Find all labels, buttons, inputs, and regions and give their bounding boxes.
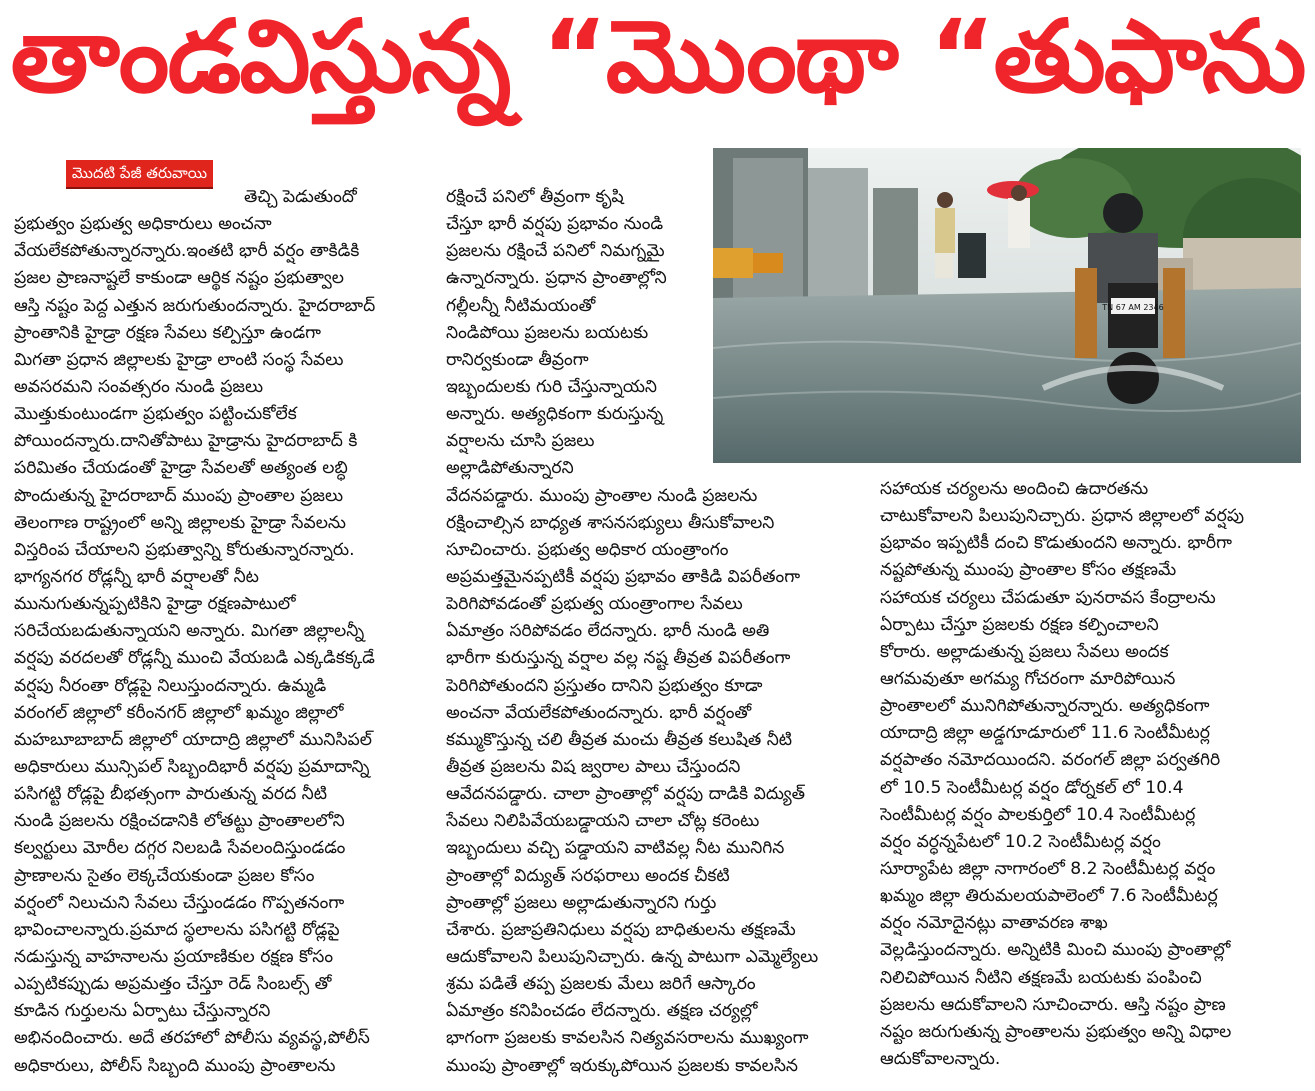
article-line: వర్షంలో నిలుచుని సేవలు చేస్తుండడం గొప్పతనంగా (14, 892, 345, 913)
article-line: భాగ్యనగర రోడ్లన్నీ భారీ వర్షాలతో నీట (14, 566, 259, 587)
article-column-3 (880, 476, 1305, 1073)
article-line: వరంగల్ జిల్లాలో కరీంనగర్ జిల్లాలో ఖమ్మం జిల్లాలో (14, 702, 344, 723)
article-line: ప్రాంతాల్లో ప్రజలు అల్లాడుతున్నారని గుర్తు (446, 892, 717, 913)
article-line: ప్రాంతాలలో మునిగిపోతున్నారన్నారు. అత్యధికంగా (880, 696, 1210, 717)
article-line: అంచనా వేయలేకపోతుందన్నారు. భారీ వర్షంతో (446, 702, 752, 723)
continued-tag: మొదటి పేజీ తరువాయి (66, 160, 213, 189)
article-line: అన్నారు. అత్యధికంగా కురుస్తున్న (446, 404, 664, 425)
article-line: కూడిన గుర్తులను ఏర్పాటు చేస్తున్నారని (14, 1001, 271, 1022)
flood-scene-illustration (713, 148, 1301, 463)
article-line: ఇబ్బందులు వచ్చి పడ్డాయని వాటివల్ల నీట మునిగిన (446, 838, 785, 859)
article-line: వర్షం నమోదైనట్లు వాతావరణ శాఖ (880, 913, 1108, 934)
article-line: ప్రాణాలను సైతం లెక్కచేయకుండా ప్రజల కోసం (14, 865, 315, 886)
article-line: వర్షాలను చూసి ప్రజలు (446, 431, 595, 452)
scooter (958, 233, 986, 278)
article-line: ప్రభుత్వం ప్రభుత్వ అధికారులు అంచనా (14, 214, 272, 235)
article-line: భారీగా కురుస్తున్న వర్షాల వల్ల నష్ట తీవ్రత విపరీతంగా (446, 648, 791, 669)
article-line: ఇబ్బందులకు గురి చేస్తున్నాయని (446, 376, 657, 397)
article-line: ఉన్నారన్నారు. ప్రధాన ప్రాంతాల్లోని (446, 268, 667, 289)
article-line: భాగంగా ప్రజలకు కావలసిన నిత్యవసరాలను ముఖ్యంగా (446, 1028, 809, 1049)
article-line: రానిర్వకుండా తీవ్రంగా (446, 349, 589, 370)
article-line: సేవలు నిలిపివేయబడ్డాయని చాలా చోట్ల కరెంటు (446, 811, 760, 832)
article-line: అధికారులు మున్సిపల్ సిబ్బందిభారీ వర్షపు ప్రమాదాన్ని (14, 756, 370, 777)
pedestrian-left (935, 208, 955, 253)
article-line: నిండిపోయి ప్రజలను బయటకు (446, 322, 649, 343)
flooded-street-photo (713, 148, 1301, 463)
article-line: ఆదుకోవాలని పిలుపునిచ్చారు. ఉన్న పాటుగా ఎమ్మెల్యేలు (446, 946, 819, 967)
article-column-1 (14, 184, 434, 1080)
article-line: కల్వర్టులు మోరీల దగ్గర నిలబడి సేవలందిస్తుండడం (14, 838, 346, 859)
article-line: ప్రజల ప్రాణనాష్టలే కాకుండా ఆర్థిక నష్టం ప్రభుత్వాల (14, 268, 344, 289)
article-line: కోరారు. అల్లాడుతున్న ప్రజలు సేవలు అందక (880, 641, 1169, 662)
article-line: నడుస్తున్న వాహనాలను ప్రయాణికుల రక్షణ కోసం (14, 946, 334, 967)
article-line: రక్షించే పనిలో తీవ్రంగా కృషి (446, 187, 624, 207)
article-line: అధికారులు, పోలీస్ సిబ్బంది ముంపు ప్రాంతాలను (14, 1055, 336, 1076)
article-line: ప్రాంతాల్లో విద్యుత్ సరఫరాలు అందక చీకటి (446, 865, 730, 886)
article-line: అప్రమత్తమైనప్పటికీ వర్షపు ప్రభావం తాకిడి విపరీతంగా (446, 566, 801, 587)
article-line: గల్లీలన్నీ నీటిమయంతో (446, 295, 596, 316)
article-line: సహాయక చర్యలు చేపడుతూ పునరావస కేంద్రాలను (880, 587, 1216, 608)
article-line: ఆగమవుతూ అగమ్య గోచరంగా మారిపోయిన (880, 668, 1176, 689)
article-line: సహాయక చర్యలను అందించి ఉదారతను (880, 479, 1149, 499)
floodwater (713, 288, 1301, 463)
article-line: వర్షపు వరదలతో రోడ్లన్నీ ముంచి వేయబడి ఎక్కడికక్కడే (14, 648, 375, 669)
article-line: ఆదుకోవాలన్నారు. (880, 1048, 1001, 1069)
article-line: నిలిచిపోయిన నీటిని తక్షణమే బయటకు పంపించి (880, 967, 1202, 988)
article-line: శ్రమ పడితే తప్ప ప్రజలకు మేలు జరిగే ఆస్కారం (446, 974, 756, 995)
article-line: సూర్యాపేట జిల్లా నాగారంలో 8.2 సెంటీమీటర్ల వర్షం (880, 858, 1216, 879)
plate-text: TN 67 AM 2346 (1102, 303, 1164, 312)
pedestrian-umbrella (1008, 198, 1030, 248)
article-line: కమ్ముకొస్తున్న చలి తీవ్రత మంచు తీవ్రత కలుషిత నీటి (446, 729, 793, 750)
article-line: ప్రాంతానికి హైడ్రా రక్షణ సేవలు కల్పిస్తూ ఉండగా (14, 322, 321, 343)
motorbike-tank (1075, 268, 1097, 358)
article-line: నుండి ప్రజలను రక్షించడానికి లోతట్టు ప్రాంతాలలోని (14, 811, 345, 832)
article-line: ఏర్పాటు చేస్తూ ప్రజలకు రక్షణ కల్పించాలని (880, 614, 1159, 635)
article-line: వెల్లడిస్తుందన్నారు. అన్నిటికి మించి ముంపు ప్రాంతాల్లో (880, 940, 1231, 961)
article-line: చాటుకోవాలని పిలుపునిచ్చారు. ప్రధాన జిల్లాలలో వర్షపు (880, 506, 1244, 527)
article-line: సూచించారు. ప్రభుత్వ అధికార యంత్రాంగం (446, 539, 729, 560)
article-line: మొత్తుకుంటుండగా ప్రభుత్వం పట్టించుకోలేక (14, 404, 297, 425)
article-line: ప్రజలను ఆదుకోవాలని సూచించారు. ఆస్తి నష్టం ప్రాణ (880, 994, 1226, 1015)
article-line: వర్షపు నీరంతా రోడ్లపై నిలుస్తుందన్నారు. ఉమ్మడి (14, 675, 327, 696)
article-line: పరిమితం చేయడంతో హైడ్రా సేవలతో అత్యంత లబ్ధి (14, 458, 348, 479)
article-line: పెరిగిపోవడంతో ప్రభుత్వ యంత్రాంగాల సేవలు (446, 594, 743, 615)
article-line: తెలంగాణ రాష్ట్రంలో అన్ని జిల్లాలకు హైడ్రా సేవలను (14, 512, 346, 533)
motorbike (1108, 283, 1158, 348)
article-line: సరిచేయబడుతున్నాయని అన్నారు. మిగతా జిల్లాలన్నీ (14, 621, 365, 642)
article-line: మిగతా ప్రధాన జిల్లాలకు హైడ్రా లాంటి సంస్థ సేవలు (14, 349, 344, 370)
article-line: ప్రజలను రక్షించే పనిలో నిమగ్నమై (446, 241, 665, 262)
article-line: భావించాలన్నారు.ప్రమాద స్థలాలను పసిగట్టి రోడ్లపై (14, 919, 340, 940)
article-line: తీవ్రత ప్రజలను విష జ్వరాల పాలు చేస్తుందని (446, 756, 741, 777)
article-line: సెంటీమీటర్ల వర్షం పాలకుర్తిలో 10.4 సెంటీమీటర్ల (880, 804, 1196, 825)
article-line: విస్తరింప చేయాలని ప్రభుత్వాన్ని కోరుతున్నారన్నారు. (14, 539, 355, 560)
article-line: వేదనపడ్డారు. ముంపు ప్రాంతాల నుండి ప్రజలను (446, 485, 758, 506)
article-line: ఆవేదనపడ్డారు. చాలా ప్రాంతాల్లో వర్షపు దాడికి విద్యుత్ (446, 784, 805, 805)
article-line: వర్షం వర్ధన్నపేటలో 10.2 సెంటీమీటర్ల వర్షం (880, 831, 1161, 852)
article-line: ఆస్తి నష్టం పెద్ద ఎత్తున జరుగుతుందన్నారు. హైదరాబాద్ (14, 295, 376, 316)
article-line: పెరిగిపోతుందని ప్రస్తుతం దానిని ప్రభుత్వం కూడా (446, 675, 763, 696)
article-line: ఎప్పటికప్పుడు అప్రమత్తం చేస్తూ రెడ్ సింబల్స్ తో (14, 974, 332, 995)
article-line: మునుగుతున్నప్పటికిని హైడ్రా రక్షణపాటులో (14, 594, 296, 615)
article-line: నష్టపోతున్న ముంపు ప్రాంతాల కోసం తక్షణమే (880, 560, 1177, 581)
article-line: అభినందించారు. అదే తరహాలో పోలీసు వ్యవస్థ,పోలీస్ (14, 1028, 370, 1049)
article-line: ఖమ్మం జిల్లా తిరుమలయపాలెంలో 7.6 సెంటీమీటర్ల (880, 886, 1218, 907)
article-line: వేయలేకపోతున్నారన్నారు.ఇంతటి భారీ వర్షం తాకిడికి (14, 241, 360, 262)
article-line: మహబూబాబాద్ జిల్లాలో యాదాద్రి జిల్లాలో మునిసిపల్ (14, 729, 372, 750)
article-line: యాదాద్రి జిల్లా అడ్డగూడూరులో 11.6 సెంటీమీటర్ల (880, 723, 1211, 744)
article-line: ఏమాత్రం సరిపోవడం లేదన్నారు. భారీ నుండి అతి (446, 621, 770, 642)
article-line: లో 10.5 సెంటీమీటర్ల వర్షం డోర్నకల్ లో 10.4 (880, 777, 1184, 798)
article-line: ఏమాత్రం కనిపించడం లేదన్నారు. తక్షణ చర్యల్లో (446, 1001, 758, 1022)
helmet (1103, 193, 1143, 233)
article-line: చేశారు. ప్రజాప్రతినిధులు వర్షపు బాధితులను తక్షణమే (446, 919, 796, 940)
article-line: నష్టం జరుగుతున్న ప్రాంతాలను ప్రభుత్వం అన్ని విధాల (880, 1021, 1232, 1042)
article-line: ప్రభావం ఇప్పటికీ దంచి కొడుతుందని అన్నారు. భారీగా (880, 533, 1232, 554)
article-line: తెచ్చి పెడుతుందో (244, 187, 357, 207)
article-line: ముంపు ప్రాంతాల్లో ఇరుక్కుపోయిన ప్రజలకు కావలసిన (446, 1055, 798, 1076)
article-line: వర్షపాతం నమోదయిందని. వరంగల్ జిల్లా పర్వతగిరి (880, 750, 1221, 771)
article-line: పసిగట్టి రోడ్లపై బీభత్సంగా పారుతున్న వరద నీటి (14, 784, 328, 805)
headline: తాండవిస్తున్న “మొంథా “తుఫాను (10, 10, 1305, 115)
article-line: పొందుతున్న హైదరాబాద్ ముంపు ప్రాంతాల ప్రజలు (14, 485, 344, 506)
article-line: పోయిందన్నారు.దానితోపాటు హైడ్రాను హైదరాబాద్ కి (14, 431, 358, 452)
article-line: చేస్తూ భారీ వర్షపు ప్రభావం నుండి (446, 214, 664, 235)
article-line: రక్షించాల్సిన బాధ్యత శాసనసభ్యులు తీసుకోవాలని (446, 512, 775, 533)
article-line: అల్లాడిపోతున్నారని (446, 458, 574, 479)
article-line: అవసరమని సంవత్సరం నుండి ప్రజలు (14, 376, 264, 397)
